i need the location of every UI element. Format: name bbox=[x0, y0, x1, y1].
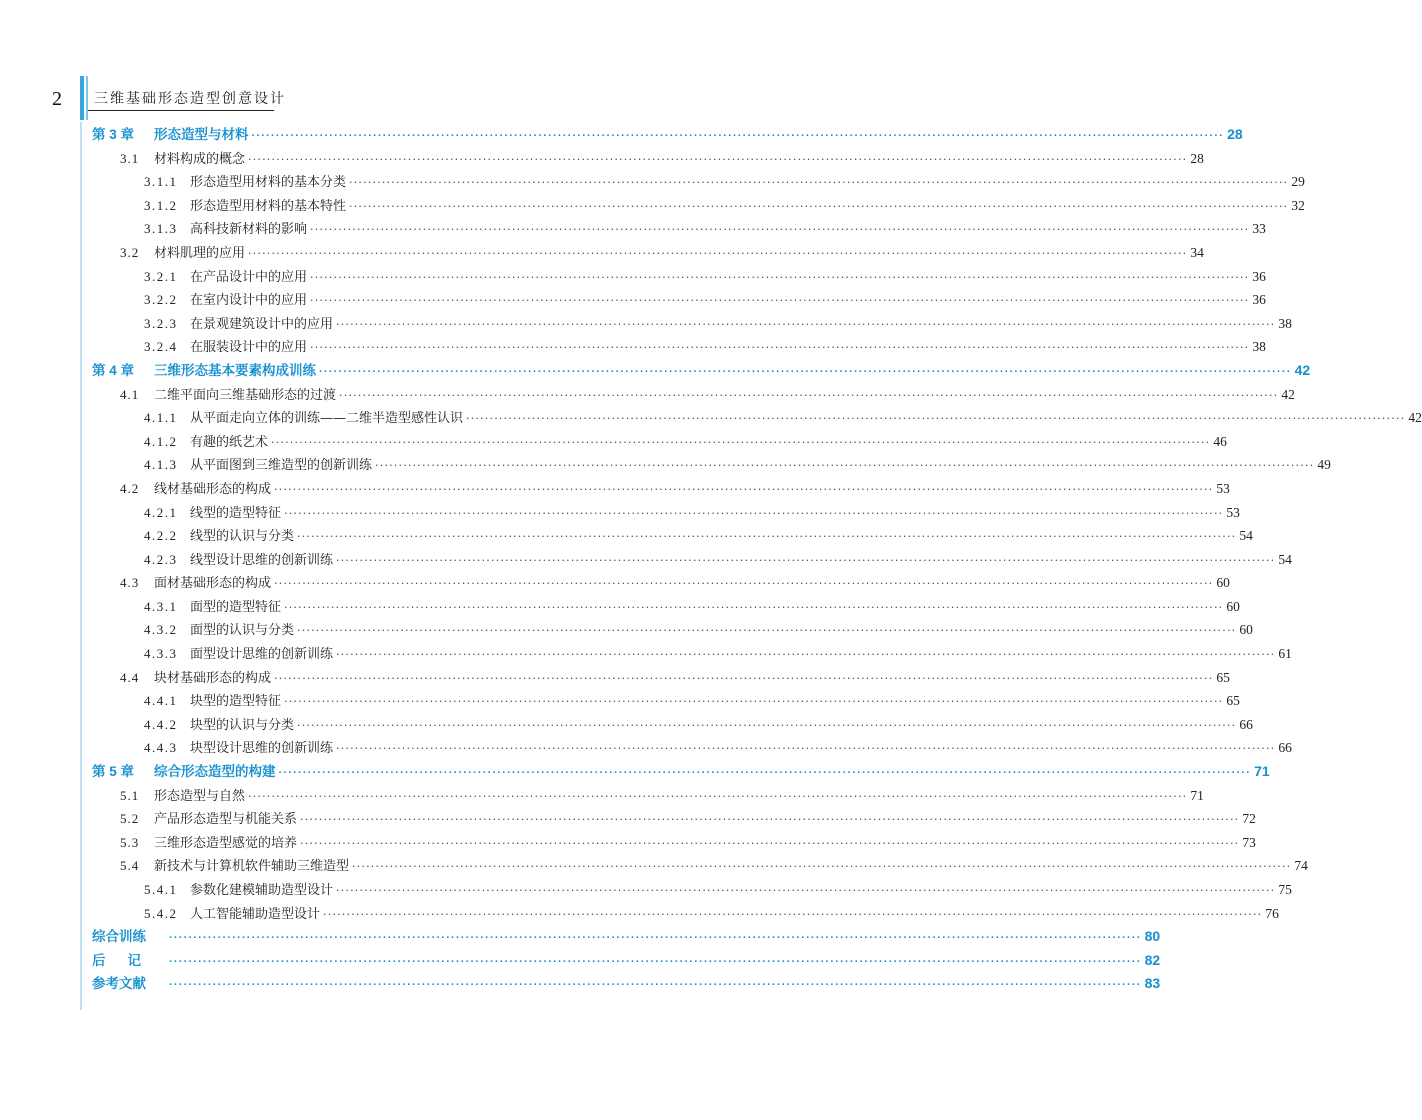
dot-leader: ········································································································································································································ bbox=[297, 530, 1237, 544]
dot-leader: ········································································································································································································ bbox=[323, 907, 1263, 921]
toc-entry-number: 3.1.2 bbox=[144, 197, 178, 213]
toc-entry-backmatter[interactable] bbox=[92, 925, 1161, 949]
toc-entry-title: 线材基础形态的构成 bbox=[154, 481, 272, 497]
toc-entry-number: 3.1.1 bbox=[144, 174, 178, 190]
toc-entry-number: 3.2.4 bbox=[144, 339, 178, 355]
toc-entry-section[interactable] bbox=[92, 854, 1308, 878]
toc-entry-number: 4.3.3 bbox=[144, 646, 178, 662]
toc-entry-subsection[interactable] bbox=[92, 335, 1266, 359]
toc-entry-number: 4.2.3 bbox=[144, 551, 178, 567]
toc-entry-section[interactable] bbox=[92, 784, 1204, 808]
toc-entry-number: 3.2.1 bbox=[144, 268, 178, 284]
toc-entry-section[interactable] bbox=[92, 241, 1204, 265]
toc-entry-page: 60 bbox=[1216, 575, 1230, 591]
toc-entry-number: 4.4.3 bbox=[144, 740, 178, 756]
toc-entry-page: 38 bbox=[1252, 339, 1266, 355]
toc-entry-chapter[interactable] bbox=[92, 359, 1311, 383]
toc-entry-subsection[interactable] bbox=[92, 217, 1266, 241]
page-number: 2 bbox=[52, 88, 62, 110]
dot-leader: ········································································································································································································ bbox=[248, 152, 1188, 166]
toc-entry-subsection[interactable] bbox=[92, 713, 1253, 737]
toc-entry-subsection[interactable] bbox=[92, 595, 1240, 619]
toc-entry-page: 34 bbox=[1190, 244, 1204, 260]
toc-entry-number: 第 5 章 bbox=[92, 764, 135, 780]
toc-entry-page: 73 bbox=[1242, 834, 1256, 850]
toc-entry-title: 参考文献 bbox=[92, 976, 146, 992]
toc-entry-title: 从平面走向立体的训练——二维半造型感性认识 bbox=[190, 411, 464, 427]
toc-entry-subsection[interactable] bbox=[92, 265, 1266, 289]
toc-entry-number: 5.2 bbox=[120, 811, 140, 827]
toc-entry-subsection[interactable] bbox=[92, 642, 1292, 666]
toc-entry-page: 42 bbox=[1281, 386, 1295, 402]
dot-leader: ········································································································································································································ bbox=[169, 979, 1142, 992]
toc-entry-number: 4.1 bbox=[120, 386, 140, 402]
dot-leader: ········································································································································································································ bbox=[284, 600, 1224, 614]
dot-leader: ········································································································································································································ bbox=[274, 482, 1214, 496]
toc-entry-backmatter[interactable] bbox=[92, 972, 1161, 996]
toc-entry-title: 在景观建筑设计中的应用 bbox=[190, 316, 334, 332]
dot-leader: ········································································································································································································ bbox=[248, 789, 1188, 803]
toc-entry-subsection[interactable] bbox=[92, 170, 1305, 194]
toc-entry-number: 4.2 bbox=[120, 480, 140, 496]
toc-entry-page: 42 bbox=[1408, 410, 1422, 426]
toc-entry-page: 60 bbox=[1239, 622, 1253, 638]
toc-entry-title: 参数化建模辅助造型设计 bbox=[190, 883, 334, 898]
header-accent-line bbox=[86, 76, 88, 120]
toc-entry-title: 线型设计思维的创新训练 bbox=[190, 552, 334, 568]
toc-entry-page: 74 bbox=[1294, 858, 1308, 874]
toc-entry-page: 76 bbox=[1265, 905, 1279, 921]
toc-entry-number: 3.2.2 bbox=[144, 292, 178, 308]
toc-entry-subsection[interactable] bbox=[92, 453, 1331, 477]
book-title: 三维基础形态造型创意设计 bbox=[94, 91, 286, 107]
toc-entry-page: 33 bbox=[1252, 221, 1266, 237]
toc-entry-page: 28 bbox=[1227, 126, 1243, 142]
toc-entry-title: 块型的造型特征 bbox=[190, 694, 282, 710]
toc-entry-subsection[interactable] bbox=[92, 430, 1227, 454]
toc-entry-title: 形态造型用材料的基本分类 bbox=[190, 175, 347, 191]
toc-margin-rule bbox=[80, 122, 82, 1010]
toc-entry-section[interactable] bbox=[92, 383, 1295, 407]
toc-entry-page: 54 bbox=[1278, 551, 1292, 567]
toc-entry-page: 83 bbox=[1144, 975, 1161, 992]
toc-entry-title: 线型的造型特征 bbox=[190, 505, 282, 521]
toc-entry-subsection[interactable] bbox=[92, 524, 1253, 548]
toc-entry-title: 有趣的纸艺术 bbox=[190, 434, 269, 450]
toc-entry-title: 高科技新材料的影响 bbox=[190, 222, 308, 238]
toc-entry-title: 在服装设计中的应用 bbox=[190, 340, 308, 356]
toc-entry-subsection[interactable] bbox=[92, 618, 1253, 642]
toc-entry-subsection[interactable] bbox=[92, 501, 1240, 525]
dot-leader: ········································································································································································································ bbox=[297, 718, 1237, 732]
dot-leader: ········································································································································································································ bbox=[319, 365, 1292, 378]
toc-entry-number: 4.4.2 bbox=[144, 716, 178, 732]
toc-entry-page: 29 bbox=[1291, 174, 1305, 190]
toc-entry-number: 4.1.3 bbox=[144, 457, 178, 473]
toc-entry-page: 38 bbox=[1278, 315, 1292, 331]
toc-entry-title: 块材基础形态的构成 bbox=[154, 670, 272, 686]
toc-entry-title: 线型的认识与分类 bbox=[190, 529, 295, 545]
header-accent-bar bbox=[80, 76, 84, 120]
toc-entry-page: 53 bbox=[1216, 480, 1230, 496]
toc-entry-number: 4.2.2 bbox=[144, 528, 178, 544]
toc-entry-page: 36 bbox=[1252, 268, 1266, 284]
toc-entry-page: 75 bbox=[1278, 882, 1292, 897]
toc-entry-page: 54 bbox=[1239, 528, 1253, 544]
toc-entry-number: 4.3.2 bbox=[144, 622, 178, 638]
dot-leader: ········································································································································································································ bbox=[274, 577, 1214, 591]
dot-leader: ········································································································································································································ bbox=[349, 176, 1289, 190]
dot-leader: ········································································································································································································ bbox=[284, 506, 1224, 520]
dot-leader: ········································································································································································································ bbox=[284, 695, 1224, 709]
toc-entry-section[interactable] bbox=[92, 807, 1256, 831]
toc-entry-title: 材料肌理的应用 bbox=[154, 245, 246, 261]
toc-entry-section[interactable] bbox=[92, 571, 1230, 595]
dot-leader: ········································································································································································································ bbox=[310, 341, 1250, 355]
table-of-contents bbox=[92, 123, 1422, 996]
dot-leader: ········································································································································································································ bbox=[271, 435, 1211, 449]
toc-entry-number: 5.1 bbox=[120, 787, 140, 803]
toc-entry-subsection[interactable] bbox=[92, 878, 1292, 902]
dot-leader: ········································································································································································································ bbox=[274, 671, 1214, 685]
toc-entry-title: 形态造型与自然 bbox=[154, 788, 246, 804]
dot-leader: ········································································································································································································ bbox=[310, 270, 1250, 284]
toc-entry-page: 65 bbox=[1226, 693, 1240, 709]
toc-entry-title: 综合形态造型的构建 bbox=[154, 764, 276, 780]
toc-entry-section[interactable] bbox=[92, 666, 1230, 690]
dot-leader: ········································································································································································································ bbox=[300, 813, 1240, 827]
toc-entry-number: 3.1.3 bbox=[144, 221, 178, 237]
dot-leader: ········································································································································································································ bbox=[310, 294, 1250, 308]
toc-entry-number: 3.1 bbox=[120, 150, 140, 166]
toc-entry-title: 块型设计思维的创新训练 bbox=[190, 741, 334, 757]
toc-entry-page: 61 bbox=[1278, 646, 1292, 662]
toc-entry-section[interactable] bbox=[92, 831, 1256, 855]
dot-leader: ········································································································································································································ bbox=[278, 767, 1252, 780]
dot-leader: ········································································································································································································ bbox=[375, 459, 1315, 473]
toc-entry-chapter[interactable] bbox=[92, 123, 1243, 147]
toc-entry-page: 28 bbox=[1190, 150, 1204, 166]
toc-entry-number: 4.3.1 bbox=[144, 598, 178, 614]
toc-entry-subsection[interactable] bbox=[92, 736, 1292, 760]
toc-entry-number: 4.1.1 bbox=[144, 410, 178, 426]
toc-entry-title: 形态造型与材料 bbox=[154, 127, 249, 142]
toc-entry-title: 面型的造型特征 bbox=[190, 599, 282, 615]
toc-entry-page: 66 bbox=[1278, 740, 1292, 756]
toc-entry-title: 产品形态造型与机能关系 bbox=[154, 812, 298, 828]
toc-entry-page: 80 bbox=[1144, 928, 1161, 945]
toc-entry-number: 4.4 bbox=[120, 669, 140, 685]
dot-leader: ········································································································································································································ bbox=[336, 742, 1276, 756]
toc-entry-page: 46 bbox=[1213, 433, 1227, 449]
toc-entry-backmatter[interactable] bbox=[92, 949, 1161, 973]
toc-entry-number: 第 4 章 bbox=[92, 362, 135, 378]
toc-entry-section[interactable] bbox=[92, 477, 1230, 501]
toc-entry-title: 新技术与计算机软件辅助三维造型 bbox=[154, 859, 350, 875]
dot-leader: ········································································································································································································ bbox=[466, 412, 1406, 426]
header-underline bbox=[88, 110, 274, 111]
toc-entry-section[interactable] bbox=[92, 147, 1204, 171]
toc-entry-number: 4.3 bbox=[120, 575, 140, 591]
toc-entry-title: 材料构成的概念 bbox=[154, 151, 246, 167]
toc-entry-page: 71 bbox=[1190, 787, 1204, 803]
dot-leader: ········································································································································································································ bbox=[248, 246, 1188, 260]
dot-leader: ········································································································································································································ bbox=[300, 836, 1240, 850]
toc-entry-subsection[interactable] bbox=[92, 406, 1422, 430]
dot-leader: ········································································································································································································ bbox=[339, 388, 1279, 402]
toc-entry-number: 4.1.2 bbox=[144, 433, 178, 449]
toc-entry-number: 5.4 bbox=[120, 858, 140, 874]
toc-entry-title: 二维平面向三维基础形态的过渡 bbox=[154, 387, 337, 403]
toc-entry-title: 三维形态造型感觉的培养 bbox=[154, 835, 298, 851]
toc-entry-title: 在产品设计中的应用 bbox=[190, 269, 308, 285]
toc-entry-number: 5.4.2 bbox=[144, 905, 178, 921]
dot-leader: ········································································································································································································ bbox=[169, 955, 1142, 968]
toc-entry-page: 36 bbox=[1252, 292, 1266, 308]
toc-entry-title: 面型设计思维的创新训练 bbox=[190, 647, 334, 663]
toc-entry-title: 面型的认识与分类 bbox=[190, 623, 295, 639]
dot-leader: ········································································································································································································ bbox=[352, 860, 1292, 874]
toc-entry-subsection[interactable] bbox=[92, 288, 1266, 312]
toc-entry-chapter[interactable] bbox=[92, 760, 1270, 784]
toc-entry-title: 综合训练 bbox=[92, 929, 146, 945]
dot-leader: ········································································································································································································ bbox=[251, 130, 1225, 142]
toc-entry-page: 32 bbox=[1291, 197, 1305, 213]
toc-entry-title: 从平面图到三维造型的创新训练 bbox=[190, 458, 373, 474]
dot-leader: ········································································································································································································ bbox=[336, 317, 1276, 331]
dot-leader: ········································································································································································································ bbox=[336, 553, 1276, 567]
toc-entry-subsection[interactable] bbox=[92, 689, 1240, 713]
toc-entry-page: 65 bbox=[1216, 669, 1230, 685]
toc-entry-subsection[interactable] bbox=[92, 548, 1292, 572]
toc-entry-page: 53 bbox=[1226, 504, 1240, 520]
dot-leader: ········································································································································································································ bbox=[336, 648, 1276, 662]
toc-entry-title: 块型的认识与分类 bbox=[190, 717, 295, 733]
toc-entry-title: 人工智能辅助造型设计 bbox=[190, 906, 321, 922]
toc-entry-page: 49 bbox=[1317, 457, 1331, 473]
toc-entry-subsection[interactable] bbox=[92, 902, 1279, 926]
dot-leader: ········································································································································································································ bbox=[169, 932, 1142, 945]
dot-leader: ········································································································································································································ bbox=[336, 884, 1276, 897]
toc-entry-page: 72 bbox=[1242, 811, 1256, 827]
toc-entry-page: 60 bbox=[1226, 598, 1240, 614]
toc-entry-title: 三维形态基本要素构成训练 bbox=[154, 362, 316, 378]
toc-entry-number: 第 3 章 bbox=[92, 127, 135, 142]
toc-entry-number: 5.3 bbox=[120, 834, 140, 850]
dot-leader: ········································································································································································································ bbox=[349, 199, 1289, 213]
toc-entry-number: 3.2.3 bbox=[144, 315, 178, 331]
dot-leader: ········································································································································································································ bbox=[310, 223, 1250, 237]
toc-entry-number: 3.2 bbox=[120, 244, 140, 260]
toc-entry-subsection[interactable] bbox=[92, 194, 1305, 218]
toc-entry-page: 71 bbox=[1254, 763, 1270, 780]
toc-entry-number: 4.2.1 bbox=[144, 504, 178, 520]
toc-entry-subsection[interactable] bbox=[92, 312, 1292, 336]
toc-entry-number: 4.4.1 bbox=[144, 693, 178, 709]
toc-entry-title: 后记 bbox=[92, 952, 163, 968]
toc-entry-title: 面材基础形态的构成 bbox=[154, 576, 272, 592]
toc-entry-title: 在室内设计中的应用 bbox=[190, 293, 308, 309]
dot-leader: ········································································································································································································ bbox=[297, 624, 1237, 638]
toc-entry-page: 42 bbox=[1294, 361, 1311, 378]
toc-entry-title: 形态造型用材料的基本特性 bbox=[190, 198, 347, 214]
toc-entry-number: 5.4.1 bbox=[144, 882, 178, 897]
toc-entry-page: 66 bbox=[1239, 716, 1253, 732]
toc-entry-page: 82 bbox=[1144, 951, 1161, 968]
